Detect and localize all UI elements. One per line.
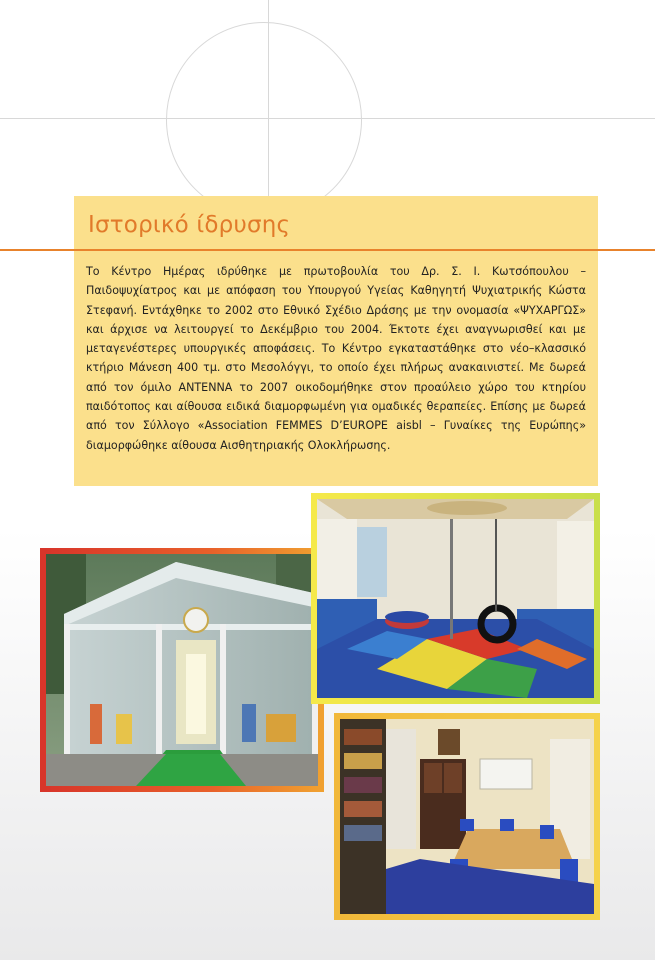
sensory-integration-room-photo-icon [317,499,594,698]
tent-playroom-photo [40,548,324,792]
sensory-room-photo [311,493,600,704]
decorative-horizontal-line [0,118,655,119]
decorative-circle [166,22,362,218]
title-underline-rule [0,249,655,251]
section-title: Ιστορικό ίδρυσης [88,212,291,238]
meeting-room-photo-icon [340,719,594,914]
history-paragraph: Το Κέντρο Ημέρας ιδρύθηκε με πρωτοβουλία του Δρ. Σ. Ι. Κωτσόπουλου – Παιδοψυχίατρος και με απόφαση του Υπουργού Υγείας Καθηγητή Ψυχιατρικής Κώστα Στεφανή. Εντάχθηκε το 2002 στο Εθνικό Σχέδιο Δράσης με την ονομασία «ΨΥΧΑΡΓΩΣ» και άρχισε να λειτουργεί το Δεκέμβριο του 2004. Έκτοτε έχει αναγνωρισθεί και με μεταγενέστερες υπουργικές αποφάσεις. Το Κέντρο εγκαταστάθηκε στο νέο–κλασσικό κτήριο Μάνεση 400 τμ. στο Μεσολόγγι, το οποίο έχει πλήρως ανακαινιστεί. Με δωρεά από τον όμιλο ΑΝΤΕΝΝΑ το 2007 οικοδομήθηκε στον προαύλειο χώρο του κτηρίου παιδότοπος και αίθουσα ειδικά διαμορφωμένη για ομαδικές θεραπείες. Επίσης με δωρεά από τον Σύλλογο «Association FEMMES D’EUROPE aisbl – Γυναίκες της Ευρώπης» διαμορφώθηκε αίθουσα Αισθητηριακής Ολοκλήρωσης. [86,265,586,452]
glass-tent-playroom-photo-icon [46,554,318,786]
meeting-room-photo [334,713,600,920]
history-text-panel [74,196,598,486]
decorative-vertical-line [268,0,269,200]
